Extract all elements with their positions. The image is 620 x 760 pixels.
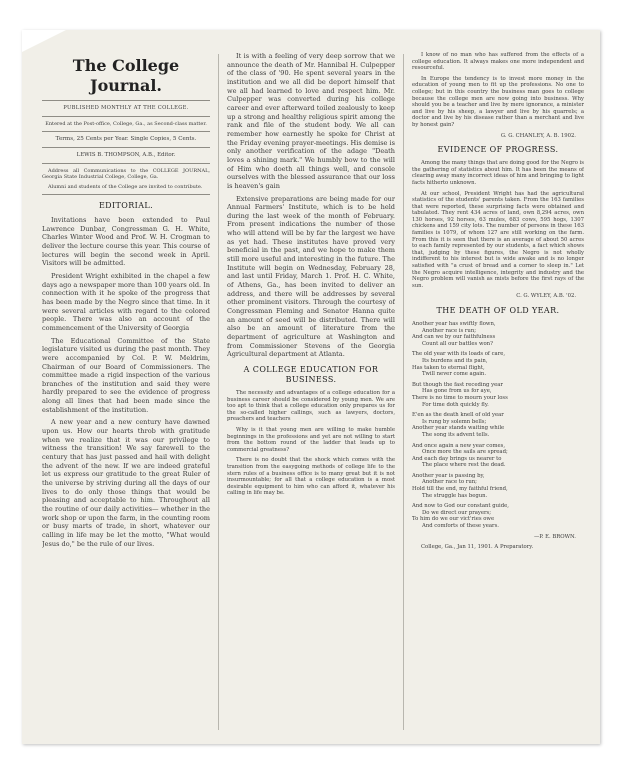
column-divider-2 <box>403 54 404 730</box>
poem-signature: —P. E. BROWN. <box>533 533 576 540</box>
poem-stanza <box>412 503 584 529</box>
poem-heading: THE DEATH OF OLD YEAR. <box>436 306 560 315</box>
poem-line: Hold till the end, my faithful friend, <box>412 486 508 493</box>
masthead-subtitle: PUBLISHED MONTHLY AT THE COLLEGE. <box>63 105 189 111</box>
masthead-rule <box>42 131 210 132</box>
poem-stanza <box>412 321 584 347</box>
editorial-paragraph: The Educational Committee of the State legislature visited us during the past month. They were accompanied by Col. P. W. Meldrim, Chairman of our Board of Commissioners. The committee made a rigid inspection of the various branches of the institution and said they were hardly prepared to see the evidence of progress along all lines that had been made since the establishment of the institution. <box>42 336 210 414</box>
article-paragraph: Extensive preparations are being made for our Annual Farmers' Institute, which is to be held during the last week of the month of February. From present indications the number of those who will attend will be by far the largest we have as yet had. These institutes have proved very beneficial in the past, and we hope to make them still more useful and interesting in the future. The Institute will begin on Wednesday, February 28, and last until Friday, March 1. Prof. H. C. White, of Athens, Ga., has been invited to deliver an address, and there will be addresses by several other prominent visitors. Through the courtesy of Congressman Fleming and Senator Hanna quite an amount of seed will be distributed. There will also be an amount of literature from the department of agriculture at Washington and from Commissioner Stevens of the Georgia Agricultural department at Atlanta. <box>227 194 395 359</box>
article-paragraph: It is with a feeling of very deep sorrow that we announce the death of Mr. Hannibal H. Culpepper of the class of '90. He spent several years in the institution and we all did be deport himself that we all had learned to love and respect him. Mr. Culpepper was converted during his college career and ever afterward toiled zealously to keep up a strong and healthy religious spirit among the rank and file of the student body. We all can remember how earnestly he spoke for Christ at the Friday evening prayer-meetings. His demise is only another verification of the adage "Death loves a shining mark." We humbly bow to the will of Him who doeth all things well, and console ourselves with the blessed assurance that our loss is heaven's gain <box>227 52 395 190</box>
poem-line: And now to God our constant guide, <box>412 503 509 510</box>
masthead-rule <box>42 116 210 117</box>
poem-stanza <box>412 382 584 408</box>
masthead-title: The College Journal. <box>72 56 180 95</box>
poem-line: Do we direct our prayers; <box>422 509 492 516</box>
poem-line: Another year has swiftly flown, <box>412 321 496 327</box>
poem-line: Is rung by solemn bells; <box>422 418 487 425</box>
poem-line: Has gone from us for aye, <box>422 388 492 395</box>
masthead-address: Address all Communications to the COLLEGE JOURNAL, Georgia State Industrial College, College, Ga. <box>42 168 210 180</box>
masthead-rule <box>42 163 210 164</box>
poem-line: The place where rest the dead. <box>422 462 506 469</box>
poem-line: Count all our battles won? <box>422 340 493 347</box>
poem-line: But though the fast receding year <box>412 381 503 388</box>
poem-stanza <box>412 443 584 469</box>
poem <box>412 321 584 530</box>
column-2 <box>227 52 395 738</box>
masthead-entry: Entered at the Post-office, College, Ga., as Second-class matter. <box>45 121 207 127</box>
poem-line: Another race to run; <box>422 479 477 486</box>
poem-line: And comforts of these years. <box>422 523 499 530</box>
masthead-rule <box>42 194 210 195</box>
masthead-rule <box>42 100 210 101</box>
article-signature: C. G. WYLEY, A.B. '02. <box>516 293 576 300</box>
poem-line: Once more the sails are spread; <box>422 449 508 456</box>
poem-line: Another year is passing by, <box>412 472 485 479</box>
poem-line: Its burdens and its pain, <box>422 357 488 364</box>
poem-place: College, Ga., Jan 11, 1901. A Preparatory. <box>421 544 534 551</box>
article-paragraph: Among the many things that are doing good for the Negro is the gathering of statistics about him. It has been the means of clearing away many incorrect ideas of him and bringing to light facts hitherto unknown. <box>412 160 584 186</box>
editorial-paragraph: Invitations have been extended to Paul Lawrence Dunbar, Congressman G. H. White, Charles Winter Wood and Prof. W. H. Crogman to deliver the lecture course this year. This course of lectures will begin the second week in April. Visitors will be admitted. <box>42 216 210 268</box>
column-3 <box>412 52 584 738</box>
article-paragraph: There is no doubt that the shock which comes with the transition from the easygoing methods of college life to the stern rules of a business office is to many great but it is not insurmountable; for all that a college education is a most desirable equipment to him who can afford it, whatever his calling in life may be. <box>227 457 395 497</box>
masthead-price: Terms, 25 Cents per Year. Single Copies, 5 Cents. <box>55 136 197 142</box>
editorial-heading: EDITORIAL. <box>98 201 154 210</box>
poem-line: And can we by our faithfulness <box>412 334 496 341</box>
poem-line: E'en as the death knell of old year <box>412 412 504 419</box>
masthead <box>42 56 210 164</box>
poem-line: Another year stands waiting while <box>412 425 505 432</box>
article-paragraph: I know of no man who has suffered from the effects of a college education. It always makes one more independent and resourceful. <box>412 52 584 72</box>
article-paragraph: At our school, President Wright has had the agricultural statistics of the students' parents taken. From the 163 families that were reported, these surprising facts were obtained and tabulated. They rent 434 acres of land, own 8,294 acres, own 130 horses, 92 horses, 63 mules, 683 cows, 595 hogs, 1307 chickens and 159 city lots. The number of persons in these 163 families is 1079, of whom 127 are still working on the farm. From this it is seen that there is an average of about 50 acres to each family represented by our students, a fact which shows that, judging by these figures, the Negro is not wholly indifferent to his interest but is wide awake and is no longer satisfied with "a crust of bread and a corner to sleep in." Let the Negro acquire intelligence, integrity and industry and the Negro problem will vanish as mists before the first rays of the sun. <box>412 190 584 289</box>
college-education-heading: A COLLEGE EDUCATION FOR BUSINESS. <box>243 364 379 384</box>
column-divider-1 <box>218 54 219 730</box>
editorial-paragraph: A new year and a new century have dawned upon us. How our hearts throb with gratitude when we realize that it was our privilege to witness the transition! We say farewell to the century that has just passed and hail with delight the advent of the new. If we are indeed grateful let us express our gratitude to the great Ruler of the universe by striving during all the days of our lives to do only those things that would be pleasing and acceptable to him. Throughout all the routine of our daily activities— whether in the work shop or upon the farm, in the counting room or busy marts of trade, in short, whatever our calling in life may be let the motto, "What would Jesus do," be the rule of our lives. <box>42 418 210 548</box>
poem-line: Has taken to eternal flight, <box>412 364 485 371</box>
article-paragraph: In Europe the tendency is to invest more money in the education of young men to fit up the professions. No one to college; but in this country the business man goes to college because the college men are now going into business. Why should you be a teacher and live by mere ignorance, a minister and live by his sheep, a lawyer and live by his quarrels; a doctor and live by his disease rather than a merchant and live by honest gain? <box>412 75 584 128</box>
masthead-rule <box>42 147 210 148</box>
poem-line: Twill never come again. <box>422 371 487 378</box>
poem-line: And each day brings us nearer to <box>412 455 502 462</box>
poem-line: There is no time to mourn your loss <box>412 394 508 401</box>
poem-line: The struggle has begun. <box>422 492 488 499</box>
masthead-editor: LEWIS B. THOMPSON, A.B., Editor. <box>76 152 176 158</box>
newspaper-page <box>22 30 600 744</box>
editorial-paragraph: President Wright exhibited in the chapel a few days ago a newspaper more than 100 years old. In connection with it he spoke of the progress that has been made by the Negro since that time. In it were several articles with regard to the colored people. There was also an account of the commencement of the University of Georgia <box>42 271 210 332</box>
poem-line: For time doth quickly fly. <box>422 401 489 408</box>
column-1 <box>42 52 210 738</box>
poem-line: Another race is run; <box>422 327 477 334</box>
poem-line: The song its advent tells. <box>422 431 490 438</box>
masthead-invitation: Alumni and students of the College are invited to contribute. <box>48 184 203 190</box>
article-paragraph: The necessity and advantages of a college education for a business career should be considered by young men. We are too apt to think that a college education only prepares us for the so-called higher callings, such as lawyers, doctors, preachers and teachers <box>227 389 395 423</box>
poem-stanza <box>412 473 584 499</box>
folded-corner <box>22 30 66 52</box>
evidence-heading: EVIDENCE OF PROGRESS. <box>437 145 559 155</box>
poem-stanza <box>412 351 584 377</box>
poem-line: And once again a new year comes, <box>412 442 506 449</box>
poem-line: To him do we our vict'ries owe <box>412 516 495 523</box>
poem-line: The old year with its loads of care, <box>412 351 506 358</box>
poem-stanza <box>412 412 584 438</box>
article-signature: G. G. CHANLEY, A. B. 1902. <box>500 132 576 139</box>
article-paragraph: Why is it that young men are willing to make humble beginnings in the professions and yet are not willing to start from the bottom round of the ladder that leads up to commercial greatness? <box>227 426 395 453</box>
